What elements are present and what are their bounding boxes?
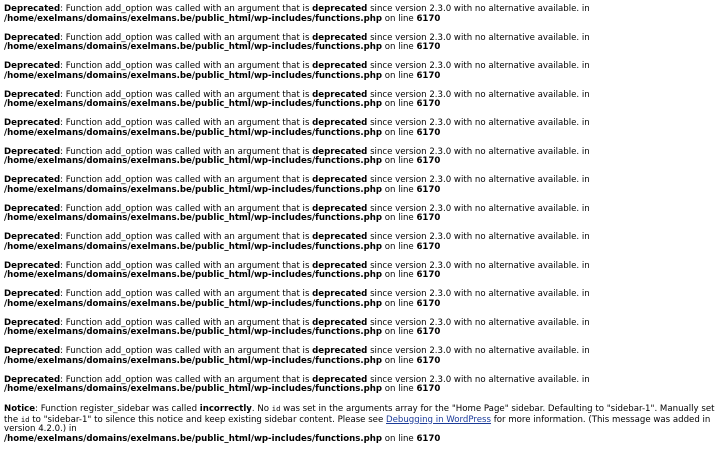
- notice-label: Deprecated: [4, 118, 61, 128]
- notice-line-number: 6170: [416, 241, 441, 252]
- notice-text-after: since version 2.3.0 with no alternative available. in: [367, 4, 590, 14]
- notice-line-number: 6170: [416, 298, 441, 309]
- notice-label: Deprecated: [4, 175, 61, 185]
- notice-text: : Function register_sidebar was called: [35, 404, 200, 414]
- notice-label: Deprecated: [4, 32, 61, 43]
- deprecated-notice: [4, 290, 716, 309]
- notice-text: : Function add_option was called with an argument that is: [60, 146, 313, 157]
- deprecated-notice: [4, 91, 716, 110]
- notice-on-line: on line: [382, 42, 417, 52]
- notice-keyword: deprecated: [312, 374, 368, 385]
- notice-file-path: /home/exelmans/domains/exelmans.be/public_html/wp-includes/functions.php: [4, 270, 383, 280]
- notice-label: Deprecated: [4, 61, 61, 71]
- notice-text: : Function add_option was called with an argument that is: [60, 346, 313, 356]
- notice-label: Deprecated: [4, 346, 61, 356]
- notice-label: Deprecated: [4, 146, 61, 157]
- debugging-in-wordpress-link[interactable]: Debugging in WordPress: [386, 414, 492, 425]
- notice-label: Deprecated: [4, 260, 61, 271]
- notice-file-path: /home/exelmans/domains/exelmans.be/public_html/wp-includes/functions.php: [4, 298, 383, 309]
- notice-label: Deprecated: [4, 374, 61, 385]
- notice-keyword: deprecated: [312, 175, 368, 185]
- notice-on-line: on line: [382, 184, 417, 195]
- notice-keyword: incorrectly: [199, 404, 252, 414]
- notice-text-after: since version 2.3.0 with no alternative available. in: [367, 32, 590, 43]
- notice-line-number: 6170: [416, 156, 441, 166]
- notice-text: : Function add_option was called with an argument that is: [60, 374, 313, 385]
- deprecated-notice: [4, 347, 716, 366]
- notice-text: : Function add_option was called with an argument that is: [60, 118, 313, 128]
- notice-text-after: since version 2.3.0 with no alternative available. in: [367, 89, 590, 100]
- notice-text: : Function add_option was called with an argument that is: [60, 289, 313, 299]
- notice-text-after: since version 2.3.0 with no alternative available. in: [367, 260, 590, 271]
- notice-line-number: 6170: [416, 70, 441, 81]
- notice-text: was set in the arguments array for the "Home Page" sidebar. Defaulting to "sidebar-1". Manually set the: [4, 404, 715, 425]
- notice-text-after: since version 2.3.0 with no alternative available. in: [367, 61, 590, 71]
- deprecated-notice: [4, 176, 716, 195]
- notice-file-path: /home/exelmans/domains/exelmans.be/public_html/wp-includes/functions.php: [4, 384, 383, 394]
- notice-label: Deprecated: [4, 203, 61, 214]
- notice-label: Deprecated: [4, 289, 61, 299]
- notice-text: : Function add_option was called with an argument that is: [60, 89, 313, 100]
- notice-file-path: /home/exelmans/domains/exelmans.be/public_html/wp-includes/functions.php: [4, 127, 383, 138]
- notice-keyword: deprecated: [312, 146, 368, 157]
- notice-text: : Function add_option was called with an argument that is: [60, 317, 313, 328]
- notice-keyword: deprecated: [312, 32, 368, 43]
- deprecated-notice: [4, 205, 716, 224]
- notice-keyword: deprecated: [312, 346, 368, 356]
- notice-keyword: deprecated: [312, 289, 368, 299]
- notice-text: : Function add_option was called with an argument that is: [60, 175, 313, 185]
- notice-text: : Function add_option was called with an argument that is: [60, 260, 313, 271]
- notice-code: id: [271, 404, 281, 413]
- notice-label: Deprecated: [4, 317, 61, 328]
- notice-text: : Function add_option was called with an argument that is: [60, 232, 313, 242]
- sidebar-notice: [4, 404, 716, 444]
- notice-file-path: /home/exelmans/domains/exelmans.be/public_html/wp-includes/functions.php: [4, 241, 383, 252]
- notice-file-path: /home/exelmans/domains/exelmans.be/public_html/wp-includes/functions.php: [4, 70, 383, 81]
- deprecated-notice: [4, 62, 716, 81]
- notice-on-line: on line: [382, 433, 417, 444]
- notice-on-line: on line: [382, 327, 417, 337]
- notice-line-number: 6170: [416, 127, 441, 138]
- notice-keyword: deprecated: [312, 317, 368, 328]
- deprecated-notice: [4, 119, 716, 138]
- notice-on-line: on line: [382, 13, 417, 24]
- notice-keyword: deprecated: [312, 203, 368, 214]
- notice-file-path: /home/exelmans/domains/exelmans.be/public_html/wp-includes/functions.php: [4, 327, 383, 337]
- notice-text-after: since version 2.3.0 with no alternative available. in: [367, 146, 590, 157]
- deprecated-notice: [4, 376, 716, 395]
- deprecated-notice: [4, 319, 716, 338]
- notice-line-number: 6170: [416, 42, 441, 52]
- notice-on-line: on line: [382, 241, 417, 252]
- notice-keyword: deprecated: [312, 118, 368, 128]
- deprecated-notice: [4, 262, 716, 281]
- notice-label: Notice: [4, 404, 36, 414]
- notice-text-after: since version 2.3.0 with no alternative available. in: [367, 346, 590, 356]
- notice-text: for more information. (This message was added in version 4.2.0.) in: [4, 414, 711, 434]
- deprecated-notice: [4, 148, 716, 167]
- notice-on-line: on line: [382, 355, 417, 366]
- notice-file-path: /home/exelmans/domains/exelmans.be/public_html/wp-includes/functions.php: [4, 213, 383, 223]
- notice-line-number: 6170: [416, 99, 441, 109]
- notice-line-number: 6170: [416, 270, 441, 280]
- notice-on-line: on line: [382, 213, 417, 223]
- notice-line-number: 6170: [416, 355, 441, 366]
- notice-file-path: /home/exelmans/domains/exelmans.be/public_html/wp-includes/functions.php: [4, 355, 383, 366]
- notice-text-after: since version 2.3.0 with no alternative available. in: [367, 232, 590, 242]
- notice-text: . No: [251, 404, 272, 414]
- deprecated-notice: [4, 233, 716, 252]
- deprecated-notice-list: [4, 5, 716, 395]
- notice-text-after: since version 2.3.0 with no alternative available. in: [367, 118, 590, 128]
- notice-line-number: 6170: [416, 184, 441, 195]
- notice-text-after: since version 2.3.0 with no alternative available. in: [367, 317, 590, 328]
- notice-line-number: 6170: [416, 213, 441, 223]
- notice-file-path: /home/exelmans/domains/exelmans.be/public_html/wp-includes/functions.php: [4, 433, 383, 444]
- notice-keyword: deprecated: [312, 61, 368, 71]
- notice-file-path: /home/exelmans/domains/exelmans.be/public_html/wp-includes/functions.php: [4, 156, 383, 166]
- notice-file-path: /home/exelmans/domains/exelmans.be/public_html/wp-includes/functions.php: [4, 42, 383, 52]
- notice-text: : Function add_option was called with an argument that is: [60, 61, 313, 71]
- notice-text-after: since version 2.3.0 with no alternative available. in: [367, 289, 590, 299]
- notice-label: Deprecated: [4, 232, 61, 242]
- notice-keyword: deprecated: [312, 260, 368, 271]
- notice-text: : Function add_option was called with an argument that is: [60, 203, 313, 214]
- notice-on-line: on line: [382, 99, 417, 109]
- notice-text-after: since version 2.3.0 with no alternative available. in: [367, 175, 590, 185]
- notice-keyword: deprecated: [312, 232, 368, 242]
- notice-line-number: 6170: [416, 433, 441, 444]
- notice-code: id: [20, 414, 30, 424]
- notice-label: Deprecated: [4, 89, 61, 100]
- notice-on-line: on line: [382, 127, 417, 138]
- notice-line-number: 6170: [416, 384, 441, 394]
- notice-text: : Function add_option was called with an argument that is: [60, 32, 313, 43]
- notice-label: Deprecated: [4, 4, 61, 14]
- notice-on-line: on line: [382, 270, 417, 280]
- notice-text-after: since version 2.3.0 with no alternative available. in: [367, 203, 590, 214]
- notice-on-line: on line: [382, 384, 417, 394]
- notice-file-path: /home/exelmans/domains/exelmans.be/public_html/wp-includes/functions.php: [4, 184, 383, 195]
- notice-on-line: on line: [382, 298, 417, 309]
- deprecated-notice: [4, 5, 716, 24]
- notice-keyword: deprecated: [312, 4, 368, 14]
- notice-on-line: on line: [382, 156, 417, 166]
- notice-keyword: deprecated: [312, 89, 368, 100]
- notice-text-after: since version 2.3.0 with no alternative available. in: [367, 374, 590, 385]
- notice-file-path: /home/exelmans/domains/exelmans.be/public_html/wp-includes/functions.php: [4, 99, 383, 109]
- notice-line-number: 6170: [416, 327, 441, 337]
- notice-text: to "sidebar-1" to silence this notice and keep existing sidebar content. Please see: [29, 414, 386, 425]
- notice-text: : Function add_option was called with an argument that is: [60, 4, 313, 14]
- notice-on-line: on line: [382, 70, 417, 81]
- notice-line-number: 6170: [416, 13, 441, 24]
- deprecated-notice: [4, 34, 716, 53]
- notice-file-path: /home/exelmans/domains/exelmans.be/public_html/wp-includes/functions.php: [4, 13, 383, 24]
